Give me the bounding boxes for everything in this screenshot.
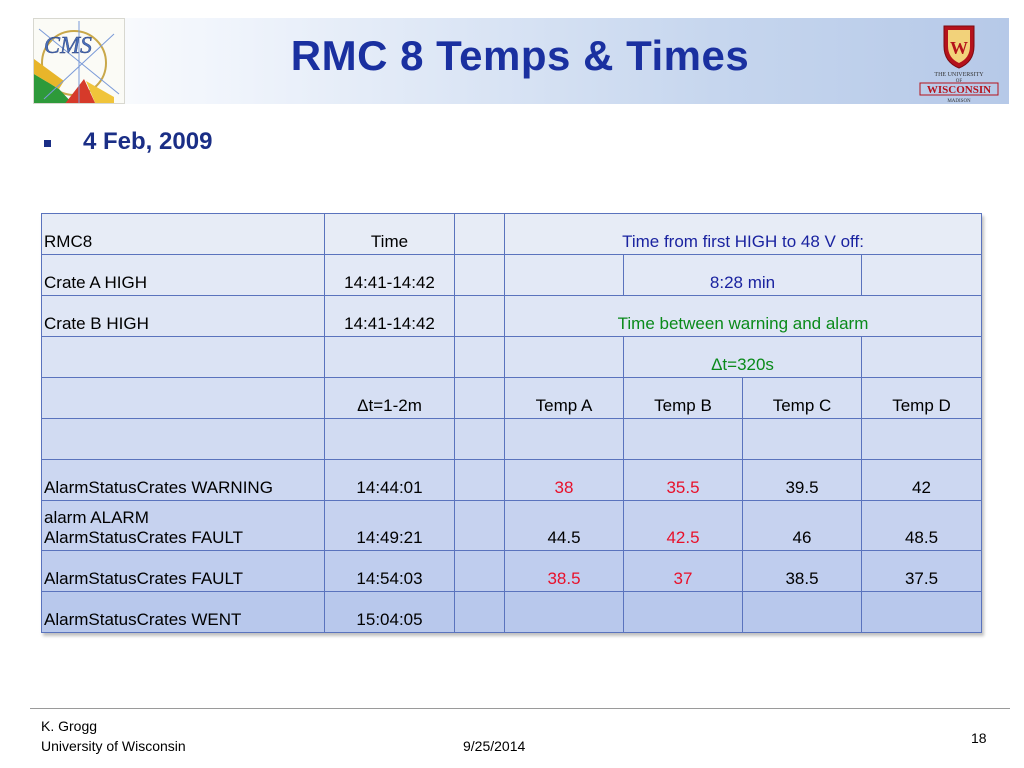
table-cell xyxy=(455,501,505,551)
temps-times-table xyxy=(41,213,982,633)
footer-author: K. Grogg xyxy=(41,718,98,734)
svg-text:W: W xyxy=(950,38,968,58)
table-cell: Temp B xyxy=(624,378,743,419)
table-cell xyxy=(325,419,455,460)
cms-logo-graphic xyxy=(34,19,125,104)
table-cell xyxy=(624,419,743,460)
table-cell xyxy=(455,337,505,378)
table-cell: 14:41-14:42 xyxy=(325,296,455,337)
table-cell xyxy=(743,419,862,460)
table-cell: 14:54:03 xyxy=(325,551,455,592)
table-cell: Time from first HIGH to 48 V off: xyxy=(505,214,982,255)
table-cell xyxy=(505,337,624,378)
bullet-text: 4 Feb, 2009 xyxy=(83,128,213,155)
table-row xyxy=(42,592,982,633)
table-cell xyxy=(862,592,982,633)
wisconsin-logo xyxy=(918,22,1000,104)
table-cell: Crate B HIGH xyxy=(42,296,325,337)
wisconsin-crest-icon xyxy=(918,22,1000,104)
table-cell: 14:41-14:42 xyxy=(325,255,455,296)
table-row xyxy=(42,460,982,501)
page-number: 18 xyxy=(971,730,987,746)
table-row xyxy=(42,255,982,296)
cms-logo xyxy=(33,18,125,104)
table-cell xyxy=(624,592,743,633)
wisconsin-logo-line1: THE UNIVERSITY xyxy=(934,72,984,78)
table-cell xyxy=(455,296,505,337)
table-cell: Temp D xyxy=(862,378,982,419)
table-cell: 14:44:01 xyxy=(325,460,455,501)
table-cell: 39.5 xyxy=(743,460,862,501)
table-cell xyxy=(325,337,455,378)
table-cell: Crate A HIGH xyxy=(42,255,325,296)
table-cell: 38 xyxy=(505,460,624,501)
bullet-marker xyxy=(44,140,51,147)
table-cell xyxy=(455,592,505,633)
table-cell: Δt=1-2m xyxy=(325,378,455,419)
table-cell xyxy=(455,378,505,419)
wisconsin-logo-line3: MADISON xyxy=(947,99,971,104)
table-cell-line: AlarmStatusCrates FAULT xyxy=(44,528,244,547)
table-cell: 37 xyxy=(624,551,743,592)
footer-organization: University of Wisconsin xyxy=(41,738,186,754)
table-cell: Time between warning and alarm xyxy=(505,296,982,337)
table-cell: RMC8 xyxy=(42,214,325,255)
table-cell: 37.5 xyxy=(862,551,982,592)
table-cell xyxy=(862,255,982,296)
table-cell: 42.5 xyxy=(624,501,743,551)
table-cell: 35.5 xyxy=(624,460,743,501)
table-row xyxy=(42,296,982,337)
table-cell xyxy=(42,337,325,378)
table-cell: AlarmStatusCrates WARNING xyxy=(42,460,325,501)
table-cell: 46 xyxy=(743,501,862,551)
table-cell: 14:49:21 xyxy=(325,501,455,551)
table-cell xyxy=(455,460,505,501)
footer-divider xyxy=(30,708,1010,709)
table-cell: Temp A xyxy=(505,378,624,419)
table-cell xyxy=(455,255,505,296)
table-cell: 8:28 min xyxy=(624,255,862,296)
table-row xyxy=(42,378,982,419)
cms-logo-text: CMS xyxy=(44,33,92,59)
table-row xyxy=(42,419,982,460)
table-cell xyxy=(505,419,624,460)
table-cell xyxy=(505,255,624,296)
table-cell xyxy=(743,592,862,633)
table-cell: Temp C xyxy=(743,378,862,419)
wisconsin-logo-line2: OF xyxy=(955,79,963,84)
table-cell xyxy=(455,551,505,592)
table-cell xyxy=(505,592,624,633)
table-row xyxy=(42,551,982,592)
table-cell: 44.5 xyxy=(505,501,624,551)
table-cell: 38.5 xyxy=(505,551,624,592)
footer-date: 9/25/2014 xyxy=(463,738,526,754)
table-cell: Time xyxy=(325,214,455,255)
table-cell: 15:04:05 xyxy=(325,592,455,633)
table-cell xyxy=(862,419,982,460)
table-cell xyxy=(42,378,325,419)
table-cell xyxy=(42,419,325,460)
table-cell xyxy=(42,501,325,551)
table-row xyxy=(42,337,982,378)
page-title: RMC 8 Temps & Times xyxy=(290,32,750,79)
table-row xyxy=(42,501,982,551)
table-cell: 42 xyxy=(862,460,982,501)
table-cell: AlarmStatusCrates WENT xyxy=(42,592,325,633)
table-cell: 48.5 xyxy=(862,501,982,551)
table-cell: Δt=320s xyxy=(624,337,862,378)
table-cell xyxy=(455,419,505,460)
table-cell: 38.5 xyxy=(743,551,862,592)
table-row xyxy=(42,214,982,255)
wisconsin-logo-name: WISCONSIN xyxy=(926,84,992,96)
table-cell xyxy=(455,214,505,255)
table-cell: AlarmStatusCrates FAULT xyxy=(42,551,325,592)
table-cell xyxy=(862,337,982,378)
table-cell-line: alarm ALARM xyxy=(44,508,149,527)
